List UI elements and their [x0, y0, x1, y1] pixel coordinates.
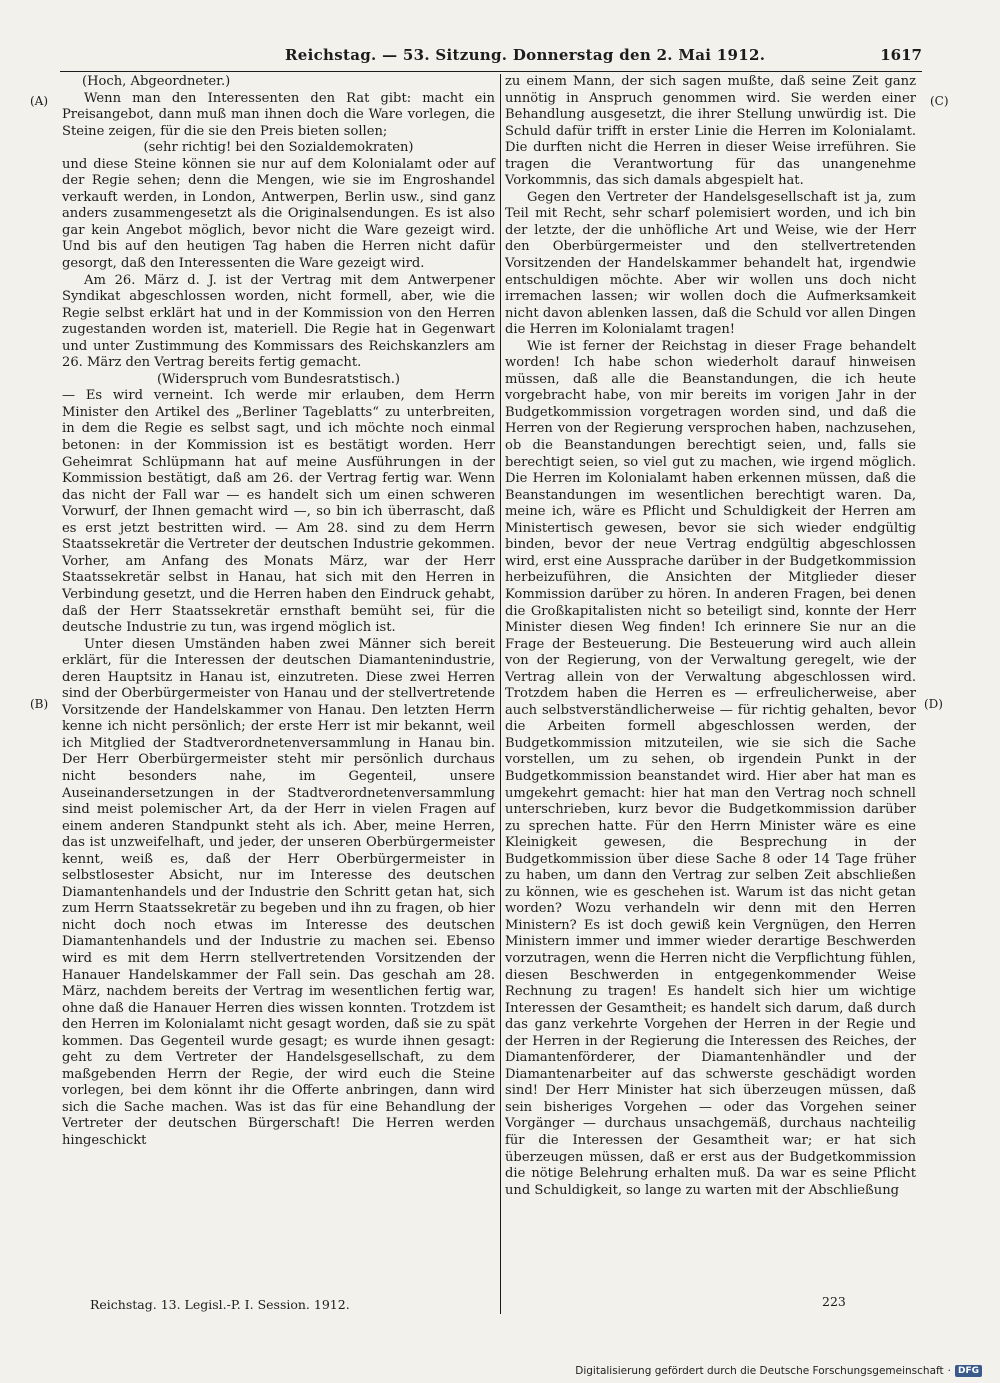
paragraph: Unter diesen Umständen haben zwei Männer sich bereit erklärt, für die Interessen der deutschen Diamantenindustrie, deren Hauptsitz in Hanau ist, einzutreten. Diese zwei Herren sind der Oberbürgermeister von Hanau und der stellvertretende Vorsitzende der Handelskammer von Hanau. Den letzten Herrn kenne ich nicht persönlich; der erste Herr ist mir bekannt, weil ich Mitglied der Stadtverordnetenversammlung in Hanau bin. Der Herr Oberbürgermeister steht mir persönlich durchaus nicht besonders nahe, im Gegenteil, unsere Auseinandersetzungen in der Stadtverordnetenversammlung sind meist polemischer Art, da der Herr in vielen Fragen auf einem anderen Standpunkt steht als ich. Aber, meine Herren, das ist unzweifelhaft, und jeder, der unseren Oberbürgermeister kennt, weiß es, daß der Herr Oberbürgermeister in selbstlosester Absicht, nur im Interesse des deutschen Diamantenhandels und der Industrie den Schritt getan hat, sich zum Herrn Staatssekretär zu begeben und ihn zu fragen, ob hier nicht doch noch etwas im Interesse des deutschen Diamantenhandels und der Industrie zu machen sei. Ebenso wird es mit dem Herrn stellvertretenden Vorsitzenden der Hanauer Handelskammer der Fall sein. Das geschah am 28. März, nachdem bereits der Vertrag im wesentlichen fertig war, ohne daß die Hanauer Herren dies wissen konnten. Trotzdem ist den Herren im Kolonialamt nicht gesagt worden, daß sie zu spät kommen. Das Gegenteil wurde gesagt; es wurde ihnen gesagt: geht zu dem Vertreter der Handelsgesellschaft, zu dem maßgebenden Herrn der Regie, der wird euch die Steine vorlegen, bei dem könnt ihr die Offerte anbringen, dann wird sich die Sache machen. Was ist das für eine Behandlung der Vertreter der deutschen Bürgerschaft! Die Herren werden hingeschickt [62, 636, 495, 1148]
paragraph: und diese Steine können sie nur auf dem Kolonialamt oder auf der Regie sehen; denn die Mengen, wie sie im Engroshandel verkauft werden, in London, Antwerpen, Berlin usw., sind ganz anders zusammengesetzt als die Originalsendungen. Es ist also gar kein Angebot möglich, bevor nicht die Ware gezeigt wird. Und bis auf den heutigen Tag haben die Herren nicht dafür gesorgt, daß den Interessenten die Ware gezeigt wird. [62, 156, 495, 272]
paragraph: zu einem Mann, der sich sagen mußte, daß seine Zeit ganz unnötig in Anspruch genommen wird. Sie werden einer Behandlung ausgesetzt, die ihrer Stellung unwürdig ist. Die Schuld dafür trifft in erster Linie die Herren im Kolonialamt. Die durften nicht die Herren in dieser Weise irreführen. Sie tragen die Verantwortung für das unangenehme Vorkommnis, das sich damals abgespielt hat. [505, 74, 916, 189]
paragraph: Am 26. März d. J. ist der Vertrag mit dem Antwerpener Syndikat abgeschlossen worden, nicht formell, aber, wie die Regie selbst erklärt hat und in der Kommission von den Herren zugestanden worden ist, materiell. Die Regie hat in Gegenwart und unter Zustimmung des Kommissars des Reichskanzlers am 26. März den Vertrag bereits fertig gemacht. [62, 272, 495, 371]
paragraph: — Es wird verneint. Ich werde mir erlauben, dem Herrn Minister den Artikel des „Berliner Tageblatts“ zu unterbreiten, in dem die Regie es selbst sagt, und ich möchte noch einmal betonen: in der Kommission ist es bestätigt worden. Herr Geheimrat Schlüpmann hat auf meine Ausführungen in der Kommission bestätigt, daß am 26. der Vertrag fertig war. Wenn das nicht der Fall war — es handelt sich um einen schweren Vorwurf, der Ihnen gemacht wird —, so bin ich überrascht, daß es erst jetzt bestritten wird. — Am 28. sind zu dem Herrn Staatssekretär die Vertreter der deutschen Industrie gekommen. Vorher, am Anfang des Monats März, war der Herr Staatssekretär selbst in Hanau, hat sich mit den Herren in Verbindung gesetzt, und die Herren haben den Eindruck gehabt, daß der Herr Staatssekretär ernsthaft bemüht sei, für die deutsche Industrie zu tun, was irgend möglich ist. [62, 388, 495, 636]
speaker-label: (Hoch, Abgeordneter.) [82, 74, 231, 89]
separator-dot: · [947, 1365, 951, 1377]
margin-marker-d: (D) [924, 697, 943, 711]
margin-marker-b: (B) [30, 697, 49, 711]
dfg-logo: DFG [955, 1365, 982, 1377]
paragraph: Wenn man den Interessenten den Rat gibt: macht ein Preisangebot, dann muß man ihnen doch die Ware vorlegen, die Steine zeigen, für die sie den Preis bieten sollen; [62, 90, 495, 139]
funding-notice [575, 1365, 982, 1377]
left-column [62, 74, 495, 1150]
funding-text: Digitalisierung gefördert durch die Deutsche Forschungsgemeinschaft [575, 1365, 944, 1377]
margin-marker-a: (A) [30, 94, 49, 108]
paragraph: Gegen den Vertreter der Handelsgesellschaft ist ja, zum Teil mit Recht, sehr scharf polemisiert worden, und ich bin der letzte, der die unhöfliche Art und Weise, wie der Herr den Oberbürgermeister und den stellvertretenden Vorsitzenden der Handelskammer behandelt hat, irgendwie entschuldigen möchte. Aber wir wollen uns doch nicht irremachen lassen; wir wollen doch die Aufmerksamkeit nicht davon ablenken lassen, daß die Schuld vor allen Dingen die Herren im Kolonialamt tragen! [505, 189, 916, 338]
page-number: 1617 [880, 46, 922, 64]
paragraph: Wie ist ferner der Reichstag in dieser Frage behandelt worden! Ich habe schon wiederholt darauf hinweisen müssen, daß alle die Beanstandungen, die ich heute vorgebracht habe, von mir bereits im vorigen Jahr in der Budgetkommission vorgetragen worden sind, und daß die Herren von der Regierung versprochen haben, nachzusehen, ob die Beanstandungen berechtigt seien, und, falls sie berechtigt seien, so viel gut zu machen, wie irgend möglich. Die Herren im Kolonialamt haben erkennen müssen, daß die Beanstandungen im wesentlichen berechtigt waren. Da, meine ich, wäre es Pflicht und Schuldigkeit der Herren am Ministertisch gewesen, bevor sie sich wieder endgültig binden, bevor der neue Vertrag endgültig abgeschlossen wird, erst eine Aussprache darüber in der Budgetkommission herbeizuführen, die Ansichten der Mitglieder dieser Kommission darüber zu hören. In anderen Fragen, bei denen die Großkapitalisten nicht so beteiligt sind, konnte der Herr Minister diesen Weg finden! Ich erinnere Sie nur an die Frage der Besteuerung. Die Besteuerung wird auch allein von der Regierung, von der Verwaltung geregelt, wie der Vertrag allein von der Verwaltung abgeschlossen wird. Trotzdem haben die Herren es — erfreulicherweise, aber auch selbstverständlicherweise — für richtig gehalten, bevor die Arbeiten formell abgeschlossen werden, der Budgetkommission mitzuteilen, wie sie sich die Sache vorstellen, um zu sehen, ob irgendein Punkt in der Budgetkommission beanstandet wird. Hier aber hat man es umgekehrt gemacht: hier hat man den Vertrag noch schnell unterschrieben, kurz bevor die Budgetkommission darüber zu sprechen hatte. Für den Herrn Minister wäre es eine Kleinigkeit gewesen, die Besprechung in der Budgetkommission über diese Sache 8 oder 14 Tage früher zu haben, um dann den Vertrag zur selben Zeit abschließen zu können, wie es geschehen ist. Warum ist das nicht getan worden? Wozu verhandeln wir denn mit den Herren Ministern? Es ist doch gewiß kein Vergnügen, den Herren Ministern immer und immer wieder derartige Beschwerden vorzutragen, wenn die Herren nicht die Verpflichtung fühlen, diesen Beschwerden in entgegenkommender Weise Rechnung zu tragen! Es handelt sich hier um wichtige Interessen der Gesamtheit; es handelt sich darum, daß durch das ganz verkehrte Vorgehen der Herren in der Regie und der Herren in der Regierung die Interessen des Reiches, der Diamantenförderer, der Diamantenhändler und der Diamantenarbeiter auf das schwerste geschädigt worden sind! Der Herr Minister hat sich überzeugen müssen, daß sein bisheriges Vorgehen — oder das Vorgehen seiner Vorgänger — durchaus unsachgemäß, durchaus nachteilig für die Interessen der Gesamtheit war; er hat sich überzeugen müssen, daß er erst aus der Budgetkommission die nötige Belehrung erhalten muß. Da war es seine Pflicht und Schuldigkeit, so lange zu warten mit der Abschließung [505, 338, 916, 1198]
footer-sheet-number: 223 [822, 1294, 846, 1309]
interjection: (Widerspruch vom Bundesratstisch.) [156, 371, 401, 387]
right-column [505, 74, 916, 1199]
header-rule [60, 71, 922, 72]
column-divider [500, 74, 501, 1314]
footer-publication: Reichstag. 13. Legisl.-P. I. Session. 1912. [90, 1297, 350, 1312]
page-header [60, 46, 922, 70]
margin-marker-c: (C) [930, 94, 949, 108]
interjection: (sehr richtig! bei den Sozialdemokraten) [143, 140, 414, 156]
running-title: Reichstag. — 53. Sitzung. Donnerstag den 2. Mai 1912. [285, 46, 766, 64]
